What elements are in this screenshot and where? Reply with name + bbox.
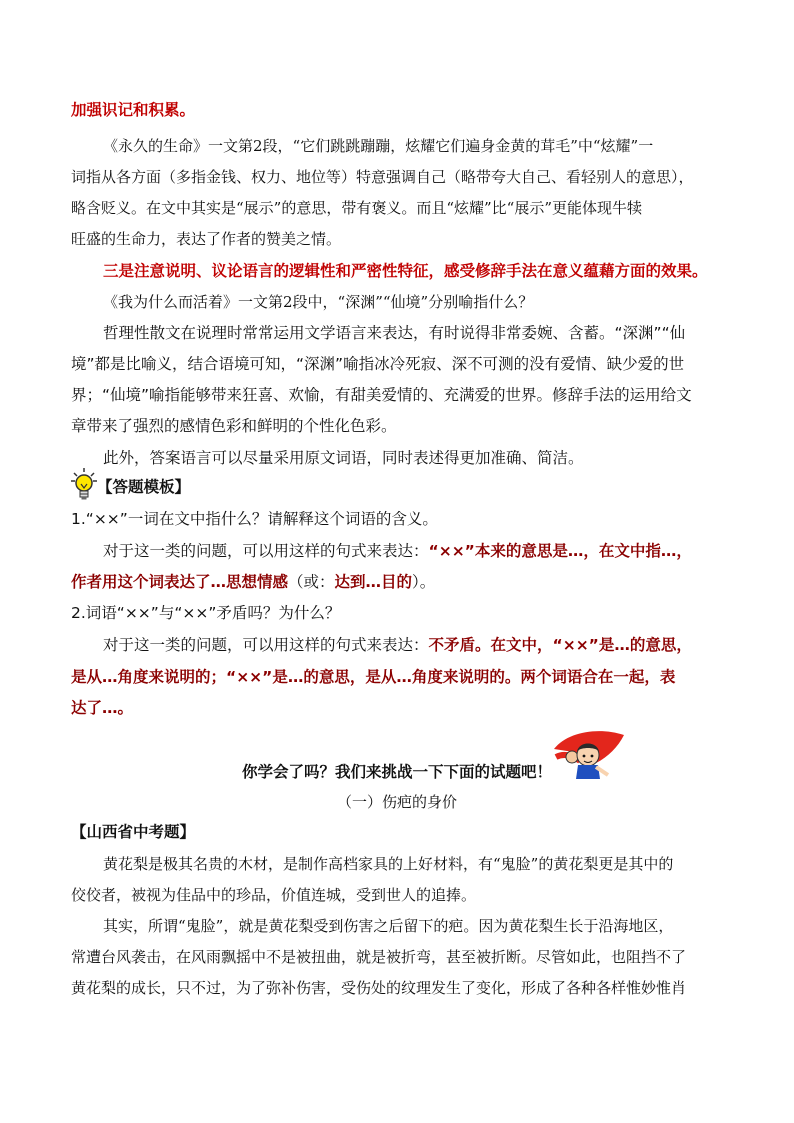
example-line-2: 词指从各方面（多指金钱、权力、地位等）特意强调自己（略带夸大自己、看轻别人的意思）， <box>71 168 694 186</box>
exam-passage-line-3: 其实，所谓“鬼脸”，就是黄花梨受到伤害之后留下的疤。因为黄花梨生长于沿海地区， <box>103 917 674 935</box>
answer-or-open: （或： <box>288 573 335 591</box>
template-heading: 【答题模板】 <box>97 478 191 496</box>
template-question-2: 2.词语“××”与“××”矛盾吗？为什么？ <box>71 604 341 622</box>
answer-pattern-emotion: 作者用这个词表达了…思想情感 <box>71 573 289 591</box>
point-three-heading: 三是注意说明、议论语言的逻辑性和严密性特征，感受修辞手法在意义蕴藉方面的效果。 <box>103 262 708 280</box>
template-answer-2-line-3: 达了…。 <box>71 699 134 717</box>
exam-passage-line-5: 黄花梨的成长，只不过，为了弥补伤害，受伤处的纹理发生了变化，形成了各种各样惟妙惟肖 <box>71 979 687 997</box>
template-answer-2-line-1 <box>103 635 794 655</box>
superhero-icon <box>550 727 628 779</box>
answer-or-close: ）。 <box>412 573 436 591</box>
answer-pattern-context-meaning: 在文中指…， <box>598 542 692 560</box>
template-answer-2-line-2: 是从…角度来说明的；“××”是…的意思，是从…角度来说明的。两个词语合在一起，表 <box>71 668 676 686</box>
exam-passage-line-4: 常遭台风袭击，在风雨飘摇中不是被扭曲，就是被折弯，甚至被折断。尽管如此，也阻挡不了 <box>71 948 687 966</box>
example-line-4: 旺盛的生命力，表达了作者的赞美之情。 <box>71 230 342 248</box>
additional-note: 此外，答案语言可以尽量采用原文词语，同时表述得更加准确、简洁。 <box>103 449 584 467</box>
exam-source-label: 【山西省中考题】 <box>71 823 196 841</box>
template-answer-1-line-1 <box>103 541 794 561</box>
example-line-1: 《永久的生命》一文第2段，“它们跳跳蹦蹦，炫耀它们遍身金黄的茸毛”中“炫耀”一 <box>103 137 654 155</box>
answer-2-pattern-a: 不矛盾。在文中，“××”是…的意思， <box>428 636 692 654</box>
question-example: 《我为什么而活着》一文第2段中，“深渊”“仙境”分别喻指什么？ <box>103 293 534 311</box>
answer-2-intro: 对于这一类的问题，可以用这样的句式来表达： <box>103 636 429 654</box>
example-line-3: 略含贬义。在文中其实是“展示”的意思，带有褒义。而且“炫耀”比“展示”更能体现牛犊 <box>71 199 643 217</box>
template-question-1: 1.“××”一词在文中指什么？请解释这个词语的含义。 <box>71 510 438 528</box>
analysis-line-4: 章带来了强烈的感情色彩和鲜明的个性化色彩。 <box>71 417 397 435</box>
answer-intro: 对于这一类的问题，可以用这样的句式来表达： <box>103 542 429 560</box>
template-answer-1-line-2 <box>71 572 794 592</box>
answer-pattern-original-meaning: “××”本来的意思是…， <box>428 542 599 560</box>
paragraph-heading-accumulate: 加强识记和积累。 <box>71 101 196 119</box>
analysis-line-2: 境”都是比喻义，结合语境可知，“深渊”喻指冰冷死寂、深不可测的没有爱情、缺少爱的世 <box>71 355 685 373</box>
challenge-prompt: 你学会了吗？我们来挑战一下下面的试题吧！ <box>241 763 552 781</box>
answer-pattern-purpose: 达到…目的 <box>334 573 413 591</box>
analysis-line-1: 哲理性散文在说理时常常运用文学语言来表达，有时说得非常委婉、含蓄。“深渊”“仙 <box>103 324 686 342</box>
lightbulb-icon <box>71 467 97 501</box>
exam-passage-line-2: 佼佼者，被视为佳品中的珍品，价值连城，受到世人的追捧。 <box>71 886 477 904</box>
exam-passage-line-1: 黄花梨是极其名贵的木材，是制作高档家具的上好材料，有“鬼脸”的黄花梨更是其中的 <box>103 855 674 873</box>
section-title: （一）伤疤的身价 <box>336 793 457 811</box>
analysis-line-3: 界；“仙境”喻指能够带来狂喜、欢愉，有甜美爱情的、充满爱的世界。修辞手法的运用给文 <box>71 386 692 404</box>
